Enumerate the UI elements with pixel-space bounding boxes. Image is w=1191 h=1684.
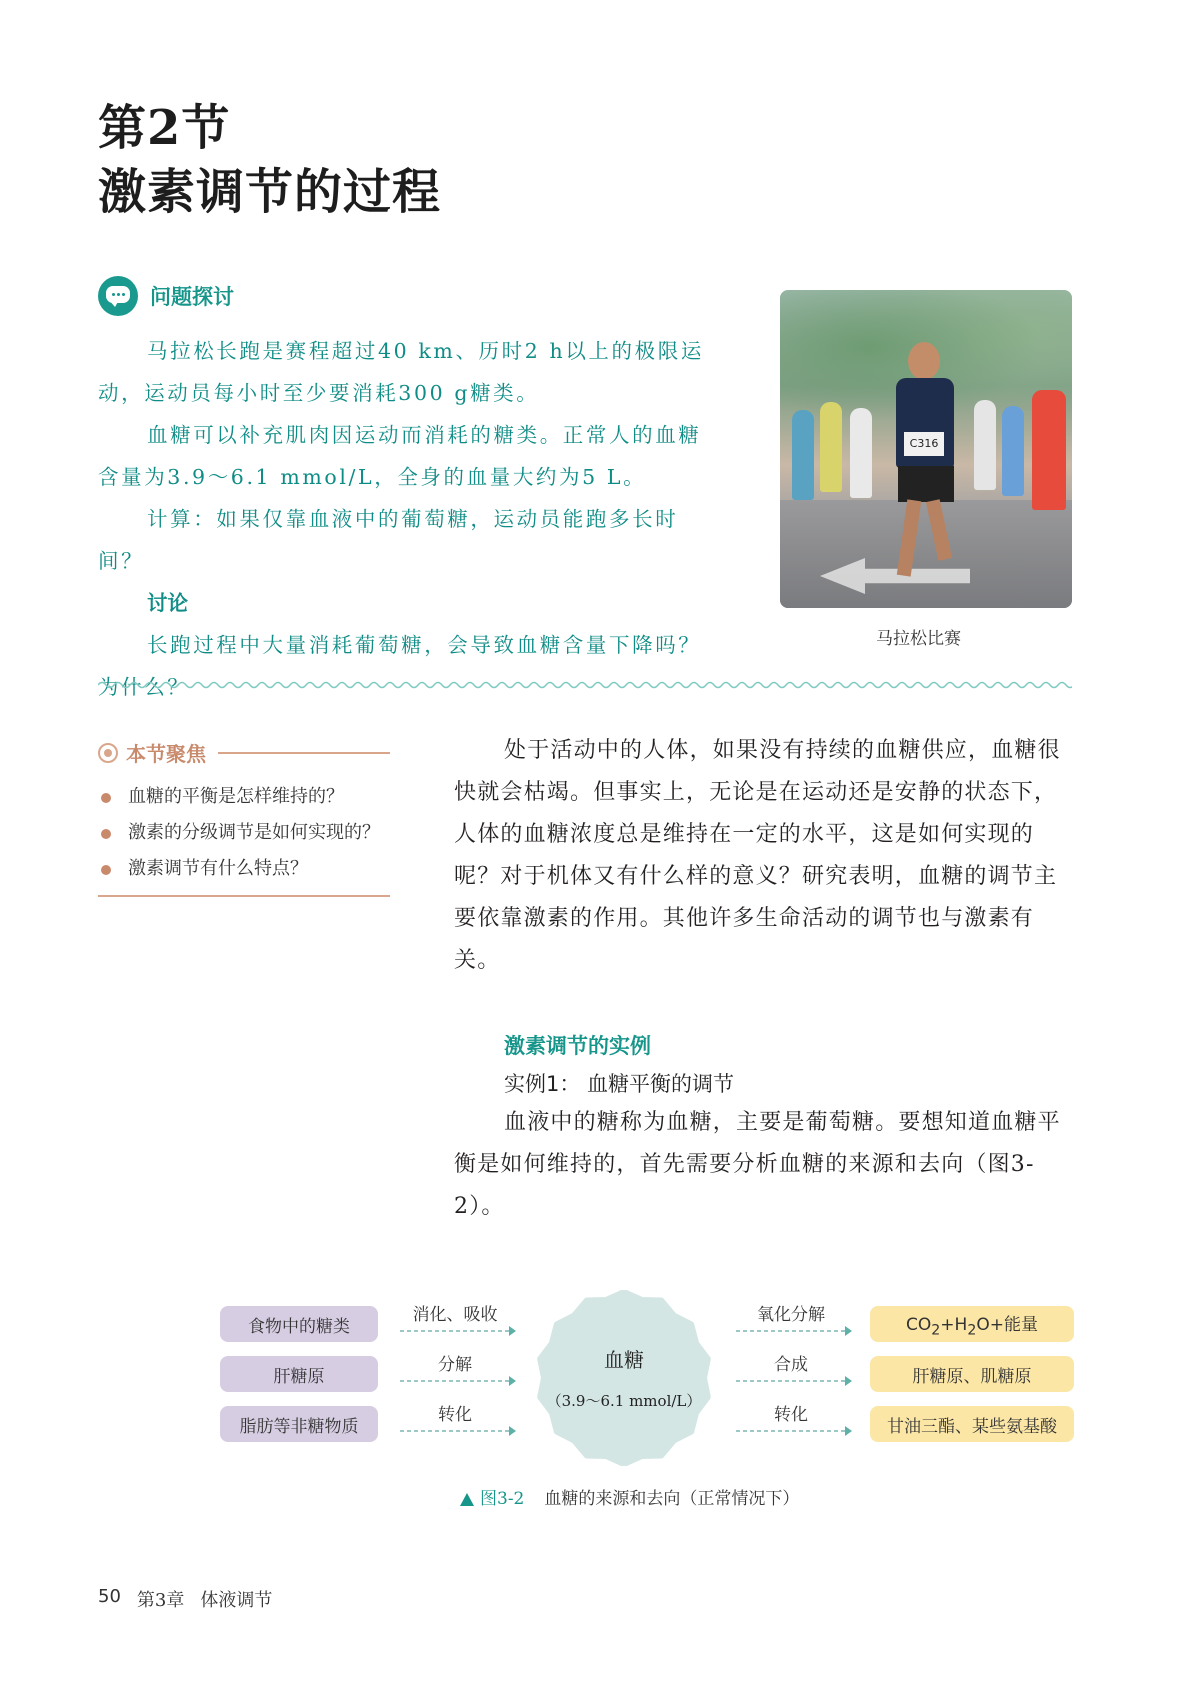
discussion-header [98, 276, 234, 316]
body-text [454, 730, 1072, 982]
race-bib: C316 [904, 432, 944, 456]
focus-label: 本节聚焦 [126, 742, 206, 766]
figure-number: 图3-2 [460, 1484, 524, 1509]
body-paragraph: 处于活动中的人体，如果没有持续的血糖供应，血糖很快就会枯竭。但事实上，无论是在运动还是安静的状态下，人体的血糖浓度总是维持在一定的水平，这是如何实现的呢？对于机体又有什么样的意义？研究表明，血糖的调节主要依靠激素的作用。其他许多生命活动的调节也与激素有关。 [454, 738, 1061, 973]
source-non-sugar: 脂肪等非糖物质 [220, 1406, 378, 1442]
focus-bottom-rule [98, 895, 390, 897]
blood-sugar-diagram [220, 1286, 1080, 1466]
section-heading: 激素调节的实例 [504, 1034, 651, 1058]
focus-box [98, 738, 390, 887]
in-arrow [400, 1430, 510, 1432]
target-icon [98, 743, 118, 763]
out-label: 氧化分解 [757, 1305, 825, 1325]
chapter-title: 体液调节 [200, 1590, 273, 1611]
out-label: 合成 [774, 1355, 808, 1375]
section-subheading: 实例1： 血糖平衡的调节 [504, 1072, 735, 1096]
discussion-paragraph: 长跑过程中大量消耗葡萄糖，会导致血糖含量下降吗？为什么？ [98, 633, 702, 699]
page-footer [98, 1586, 272, 1612]
in-label: 消化、吸收 [412, 1305, 498, 1325]
focus-header [98, 738, 390, 767]
section-number: 第2节 [98, 100, 231, 156]
marathon-photo [780, 290, 1072, 608]
focus-item: 激素的分级调节是如何实现的？ [98, 815, 390, 851]
in-arrow [400, 1380, 510, 1382]
discussion-paragraph: 计算：如果仅靠血液中的葡萄糖，运动员能跑多长时间？ [98, 507, 679, 573]
out-arrow [736, 1380, 846, 1382]
discussion-paragraph: 血糖可以补充肌肉因运动而消耗的糖类。正常人的血糖含量为3.9～6.1 mmol/L，全身的血量大约为5 L。 [98, 423, 702, 489]
chat-bubble-icon [98, 276, 138, 316]
source-food-sugar: 食物中的糖类 [220, 1306, 378, 1342]
figure-caption [460, 1484, 799, 1509]
runner-figure [890, 342, 960, 582]
focus-item: 血糖的平衡是怎样维持的？ [98, 779, 390, 815]
in-arrow [400, 1330, 510, 1332]
discussion-paragraph: 马拉松长跑是赛程超过40 km、历时2 h以上的极限运动，运动员每小时至少要消耗300 g糖类。 [98, 339, 704, 405]
blood-sugar-title: 血糖 [604, 1348, 644, 1372]
source-liver-glycogen: 肝糖原 [220, 1356, 378, 1392]
figure-caption-text: 血糖的来源和去向（正常情况下） [544, 1489, 800, 1509]
body-paragraph: 血液中的糖称为血糖，主要是葡萄糖。要想知道血糖平衡是如何维持的，首先需要分析血糖的来源和去向（图3-2）。 [454, 1110, 1061, 1219]
dest-glycogen: 肝糖原、肌糖原 [870, 1356, 1074, 1392]
discussion-text [98, 330, 720, 708]
discussion-subhead: 讨论 [147, 591, 188, 615]
out-label: 转化 [774, 1405, 808, 1425]
chapter-number: 第3章 [136, 1590, 185, 1611]
out-arrow [736, 1430, 846, 1432]
photo-caption: 马拉松比赛 [876, 629, 961, 649]
page-number: 50 [98, 1586, 121, 1607]
dest-triglyceride: 甘油三酯、某些氨基酸 [870, 1406, 1074, 1442]
wavy-divider [98, 678, 1072, 692]
body-text-2 [454, 1102, 1072, 1228]
focus-list [98, 779, 390, 887]
section-title: 激素调节的过程 [98, 164, 442, 220]
in-label: 转化 [438, 1405, 472, 1425]
in-label: 分解 [438, 1355, 472, 1375]
out-arrow [736, 1330, 846, 1332]
blood-sugar-range: （3.9～6.1 mmol/L） [546, 1392, 702, 1410]
discussion-label: 问题探讨 [150, 285, 234, 309]
page-title [98, 96, 441, 224]
dest-formula: $CO_2+H_2O+$能量 [906, 1314, 1038, 1339]
triangle-icon [460, 1493, 474, 1506]
dest-co2-water-energy [870, 1306, 1074, 1342]
focus-item: 激素调节有什么特点？ [98, 851, 390, 887]
blood-sugar-blob [536, 1290, 712, 1466]
